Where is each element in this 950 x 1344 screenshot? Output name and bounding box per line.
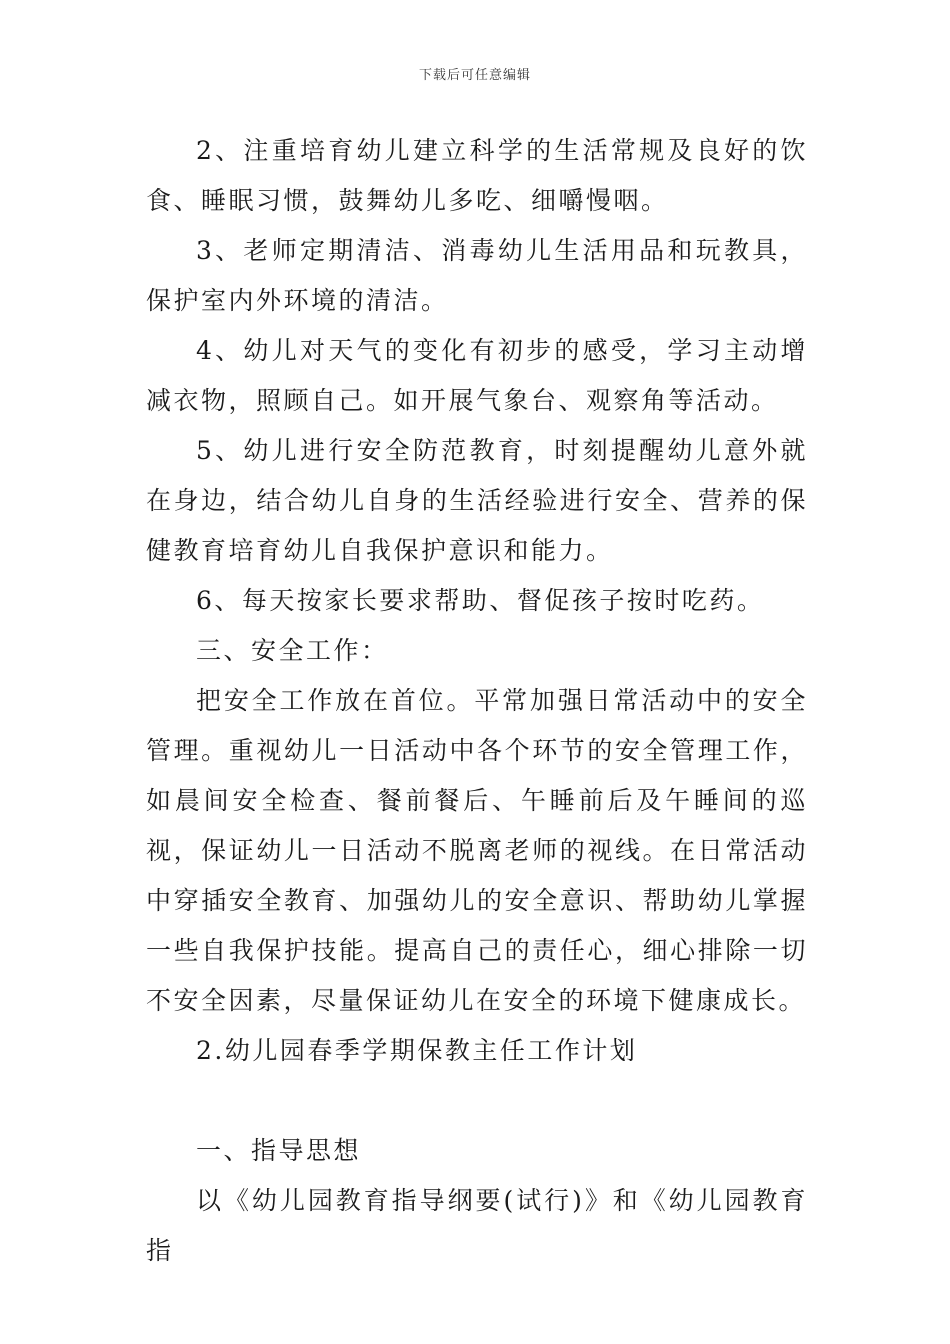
section-heading-guiding-ideology: 一、指导思想	[196, 1136, 362, 1165]
document-subtitle: 2.幼儿园春季学期保教主任工作计划	[196, 1036, 638, 1065]
document-body	[146, 126, 808, 1276]
paragraph-item-6: 6、每天按家长要求帮助、督促孩子按时吃药。	[196, 586, 765, 615]
paragraph-item-4: 4、幼儿对天气的变化有初步的感受，学习主动增减衣物，照顾自己。如开展气象台、观察角等活动。	[146, 336, 808, 415]
page-header-note: 下载后可任意编辑	[418, 68, 531, 83]
paragraph-safety-work: 把安全工作放在首位。平常加强日常活动中的安全管理。重视幼儿一日活动中各个环节的安全管理工作，如晨间安全检查、餐前餐后、午睡前后及午睡间的巡视，保证幼儿一日活动不脱离老师的视线。在日常活动中穿插安全教育、加强幼儿的安全意识、帮助幼儿掌握一些自我保护技能。提高自己的责任心，细心排除一切不安全因素，尽量保证幼儿在安全的环境下健康成长。	[146, 686, 808, 1015]
paragraph-item-3: 3、老师定期清洁、消毒幼儿生活用品和玩教具，保护室内外环境的清洁。	[146, 236, 808, 315]
paragraph-guiding-ideology: 以《幼儿园教育指导纲要(试行)》和《幼儿园教育指	[146, 1186, 808, 1265]
blank-line	[146, 1076, 808, 1126]
paragraph-item-2: 2、注重培育幼儿建立科学的生活常规及良好的饮食、睡眠习惯，鼓舞幼儿多吃、细嚼慢咽。	[146, 136, 808, 215]
paragraph-item-5: 5、幼儿进行安全防范教育，时刻提醒幼儿意外就在身边，结合幼儿自身的生活经验进行安全、营养的保健教育培育幼儿自我保护意识和能力。	[146, 436, 808, 565]
section-heading-safety: 三、安全工作：	[196, 636, 389, 665]
